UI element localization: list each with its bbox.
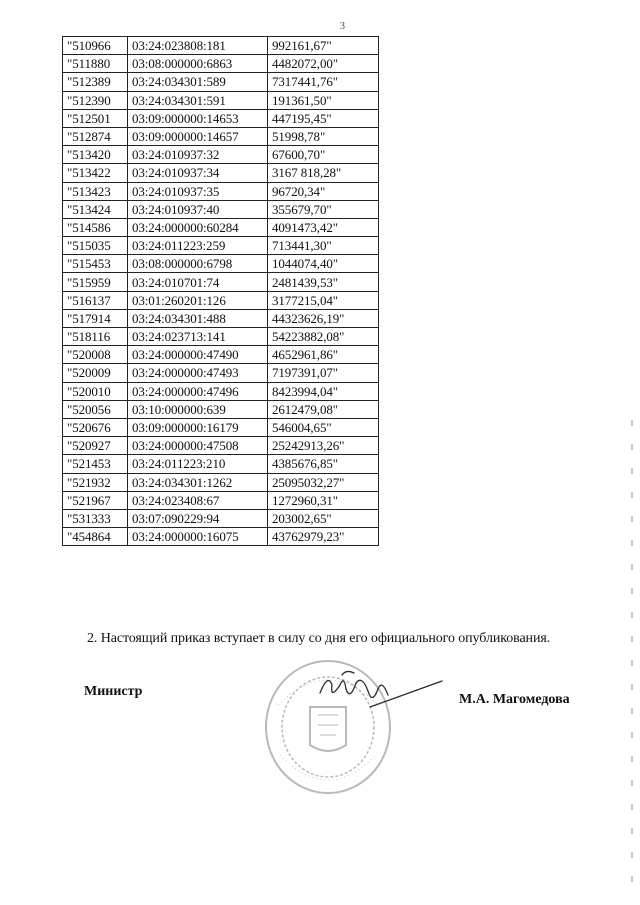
table-row [63,273,379,291]
object-number-cell: "513420 [63,146,128,164]
cadastral-value-cell: 43762979,23" [268,528,379,546]
cadastral-number-cell: 03:24:023713:141 [128,328,268,346]
table-row [63,164,379,182]
object-number-cell: "512390 [63,91,128,109]
page-number: 3 [340,21,345,32]
cadastral-value-cell: 3177215,04" [268,291,379,309]
signatory-role: Министр [84,684,143,699]
cadastral-value-cell: 2612479,08" [268,400,379,418]
object-number-cell: "512501 [63,109,128,127]
table-row [63,328,379,346]
object-number-cell: "511880 [63,55,128,73]
cadastral-value-cell: 447195,45" [268,109,379,127]
object-number-cell: "521453 [63,455,128,473]
cadastral-value-cell: 992161,67" [268,37,379,55]
cadastral-number-cell: 03:24:023408:67 [128,491,268,509]
cadastral-value-cell: 54223882,08" [268,328,379,346]
table-row [63,291,379,309]
table-row [63,473,379,491]
effective-date-clause: 2. Настоящий приказ вступает в силу со дня его официального опубликования. [87,631,551,646]
table-row [63,109,379,127]
object-number-cell: "518116 [63,328,128,346]
cadastral-value-cell: 2481439,53" [268,273,379,291]
cadastral-number-cell: 03:24:010937:34 [128,164,268,182]
cadastral-value-cell: 1272960,31" [268,491,379,509]
object-number-cell: "512389 [63,73,128,91]
table-row [63,37,379,55]
cadastral-number-cell: 03:24:034301:589 [128,73,268,91]
table-row [63,382,379,400]
table-row [63,400,379,418]
cadastral-number-cell: 03:24:000000:16075 [128,528,268,546]
cadastral-number-cell: 03:24:010937:40 [128,200,268,218]
object-number-cell: "520008 [63,346,128,364]
cadastral-number-cell: 03:08:000000:6798 [128,255,268,273]
object-number-cell: "520010 [63,382,128,400]
signatory-name: М.А. Магомедова [459,692,570,707]
cadastral-number-cell: 03:24:010937:32 [128,146,268,164]
cadastral-number-cell: 03:01:260201:126 [128,291,268,309]
cadastral-number-cell: 03:24:000000:47496 [128,382,268,400]
cadastral-number-cell: 03:09:000000:14657 [128,127,268,145]
cadastral-value-cell: 4091473,42" [268,218,379,236]
cadastral-number-cell: 03:24:010937:35 [128,182,268,200]
cadastral-value-cell: 7317441,76" [268,73,379,91]
cadastral-number-cell: 03:07:090229:94 [128,509,268,527]
table-row [63,73,379,91]
cadastral-value-cell: 546004,65" [268,418,379,436]
cadastral-value-cell: 8423994,04" [268,382,379,400]
cadastral-value-cell: 67600,70" [268,146,379,164]
object-number-cell: "510966 [63,37,128,55]
table-row [63,182,379,200]
table-row [63,55,379,73]
cadastral-value-cell: 4385676,85" [268,455,379,473]
cadastral-number-cell: 03:24:010701:74 [128,273,268,291]
object-number-cell: "517914 [63,309,128,327]
cadastral-value-table [62,36,379,546]
table-row [63,255,379,273]
cadastral-number-cell: 03:24:011223:210 [128,455,268,473]
object-number-cell: "521967 [63,491,128,509]
table-row [63,200,379,218]
object-number-cell: "531333 [63,509,128,527]
cadastral-value-cell: 1044074,40" [268,255,379,273]
cadastral-value-cell: 7197391,07" [268,364,379,382]
cadastral-number-cell: 03:24:000000:47490 [128,346,268,364]
table-row [63,91,379,109]
official-stamp-with-signature [258,645,458,825]
object-number-cell: "520927 [63,437,128,455]
cadastral-number-cell: 03:24:000000:47493 [128,364,268,382]
table-row [63,218,379,236]
object-number-cell: "513422 [63,164,128,182]
table-row [63,418,379,436]
cadastral-number-cell: 03:09:000000:16179 [128,418,268,436]
cadastral-number-cell: 03:24:034301:488 [128,309,268,327]
cadastral-number-cell: 03:24:000000:60284 [128,218,268,236]
cadastral-number-cell: 03:24:011223:259 [128,237,268,255]
object-number-cell: "454864 [63,528,128,546]
cadastral-value-cell: 25242913,26" [268,437,379,455]
table-row [63,237,379,255]
cadastral-value-cell: 4652961,86" [268,346,379,364]
table-row [63,309,379,327]
cadastral-number-cell: 03:10:000000:639 [128,400,268,418]
table-row [63,146,379,164]
cadastral-value-cell: 96720,34" [268,182,379,200]
table-row [63,127,379,145]
object-number-cell: "514586 [63,218,128,236]
table-row [63,364,379,382]
table-row [63,491,379,509]
table-row [63,455,379,473]
object-number-cell: "515035 [63,237,128,255]
cadastral-value-cell: 25095032,27" [268,473,379,491]
cadastral-value-cell: 713441,30" [268,237,379,255]
object-number-cell: "520056 [63,400,128,418]
cadastral-number-cell: 03:24:034301:1262 [128,473,268,491]
cadastral-value-cell: 44323626,19" [268,309,379,327]
object-number-cell: "513424 [63,200,128,218]
object-number-cell: "515453 [63,255,128,273]
cadastral-number-cell: 03:24:023808:181 [128,37,268,55]
object-number-cell: "512874 [63,127,128,145]
object-number-cell: "520009 [63,364,128,382]
cadastral-value-cell: 355679,70" [268,200,379,218]
object-number-cell: "515959 [63,273,128,291]
table-row [63,509,379,527]
object-number-cell: "513423 [63,182,128,200]
cadastral-number-cell: 03:09:000000:14653 [128,109,268,127]
object-number-cell: "520676 [63,418,128,436]
table-body [63,37,379,546]
cadastral-value-cell: 191361,50" [268,91,379,109]
scan-edge-mark [631,0,633,905]
cadastral-number-cell: 03:24:000000:47508 [128,437,268,455]
cadastral-number-cell: 03:08:000000:6863 [128,55,268,73]
cadastral-value-cell: 203002,65" [268,509,379,527]
cadastral-number-cell: 03:24:034301:591 [128,91,268,109]
table-row [63,528,379,546]
object-number-cell: "516137 [63,291,128,309]
object-number-cell: "521932 [63,473,128,491]
cadastral-value-cell: 4482072,00" [268,55,379,73]
table-row [63,437,379,455]
cadastral-value-cell: 3167 818,28" [268,164,379,182]
cadastral-value-cell: 51998,78" [268,127,379,145]
table-row [63,346,379,364]
